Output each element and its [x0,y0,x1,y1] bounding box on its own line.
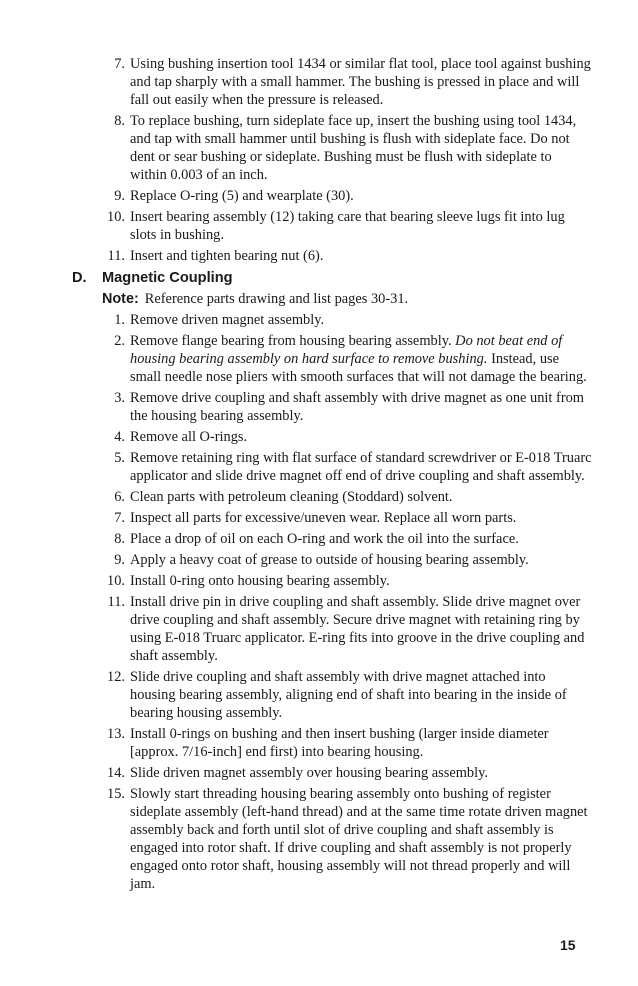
step-text: Using bushing insertion tool 1434 or similar flat tool, place tool against bushing and tap sharply with a small hammer. The bushing is pressed in place and will fall out easily when the pressure is released. [130,56,591,108]
note [72,290,592,308]
note-label: Note: [102,291,139,307]
list-item: 9. Apply a heavy coat of grease to outside of housing bearing assembly. [114,552,529,568]
list-item: 4. Remove all O-rings. [114,429,248,445]
step-text: Remove retaining ring with flat surface of standard screwdriver or E-018 Truarc applicator and slide drive magnet off end of drive coupling and shaft assembly. [130,450,592,484]
step-warning-italic: Do not beat end of housing bearing assembly on hard surface to remove bushing. [130,333,563,367]
step-text: Slowly start threading housing bearing assembly onto bushing of register sideplate assembly (left-hand thread) and at the same time rotate driven magnet assembly back and forth until slot of drive coupling and shaft assembly is engaged into rotor shaft. If drive coupling and shaft assembly is not properly engaged onto rotor shaft, housing assembly will not thread properly and will jam. [130,786,588,892]
step-text-tail: Instead, use small needle nose pliers with smooth surfaces that will not damage the bearing. [130,351,587,385]
list-item: 2. Remove flange bearing from housing bearing assembly. Do not beat end of housing bearing assembly on hard surface to remove bushing. Instead, use small needle nose pliers with smooth surfaces that will not damage the bearing. [114,333,587,385]
list-item: 14. Slide driven magnet assembly over housing bearing assembly. [107,765,488,781]
step-text: Inspect all parts for excessive/uneven wear. Replace all worn parts. [130,510,517,526]
list-item: 10. Install 0-ring onto housing bearing assembly. [107,573,390,589]
step-text: Place a drop of oil on each O-ring and work the oil into the surface. [130,531,519,547]
step-text: Slide driven magnet assembly over housing bearing assembly. [130,765,488,781]
step-text: Remove all O-rings. [130,429,248,445]
step-text: Apply a heavy coat of grease to outside of housing bearing assembly. [130,552,529,568]
step-text: Slide drive coupling and shaft assembly with drive magnet attached into housing bearing assembly, aligning end of shaft into bearing in the inside of bearing housing assembly. [130,669,567,721]
list-item: 15. Slowly start threading housing bearing assembly onto bushing of register sideplate assembly (left-hand thread) and at the same time rotate driven magnet assembly back and forth until slot of drive coupling and shaft assembly is engaged into rotor shaft. If drive coupling and shaft assembly is not properly engaged onto rotor shaft, housing assembly will not thread properly and will jam. [107,786,588,892]
list-item: 5. Remove retaining ring with flat surface of standard screwdriver or E-018 Truarc applicator and slide drive magnet off end of drive coupling and shaft assembly. [114,450,592,484]
step-text: Remove flange bearing from housing bearing assembly. [130,333,456,349]
note-text: Reference parts drawing and list pages 30-31. [144,291,409,307]
step-text: Install drive pin in drive coupling and shaft assembly. Slide drive magnet over drive coupling and shaft assembly. Secure drive magnet with retaining ring by using E-018 Truarc applicator. E-ring fits into groove in the drive coupling and shaft assembly. [130,594,585,664]
step-text: Clean parts with petroleum cleaning (Stoddard) solvent. [130,489,453,505]
list-item: 1. Remove driven magnet assembly. [114,312,325,328]
page-number: 15 [560,937,576,953]
step-text: Install 0-rings on bushing and then insert bushing (larger inside diameter [approx. 7/16-inch] end first) into bearing housing. [130,726,549,760]
step-text: Replace O-ring (5) and wearplate (30). [130,188,354,204]
section-letter: D. [72,270,87,286]
step-text: To replace bushing, turn sideplate face up, insert the bushing using tool 1434, and tap with small hammer until bushing is flush with sideplate face. Do not dent or sear bushing or sideplate. Bushing must be flush with sideplate to within 0.003 of an inch. [130,113,577,183]
list-item: 8. Place a drop of oil on each O-ring and work the oil into the surface. [114,531,519,547]
list-item: 7. Inspect all parts for excessive/uneven wear. Replace all worn parts. [114,510,517,526]
list-item: 3. Remove drive coupling and shaft assembly with drive magnet as one unit from the housing bearing assembly. [114,390,585,424]
list-item: 8. To replace bushing, turn sideplate face up, insert the bushing using tool 1434, and tap with small hammer until bushing is flush with sideplate face. Do not dent or sear bushing or sideplate. Bushing must be flush with sideplate to within 0.003 of an inch. [114,113,577,183]
steps-list-top [72,55,592,265]
page-content [72,55,592,896]
step-text: Remove driven magnet assembly. [130,312,325,328]
section-heading [72,268,592,288]
list-item: 10. Insert bearing assembly (12) taking care that bearing sleeve lugs fit into lug slots in bushing. [107,209,565,243]
list-item: 7. Using bushing insertion tool 1434 or similar flat tool, place tool against bushing and tap sharply with a small hammer. The bushing is pressed in place and will fall out easily when the pressure is released. [114,56,591,108]
list-item: 9. Replace O-ring (5) and wearplate (30). [114,188,354,204]
list-item: 6. Clean parts with petroleum cleaning (Stoddard) solvent. [114,489,453,505]
step-text: Install 0-ring onto housing bearing assembly. [130,573,390,589]
list-item: 13. Install 0-rings on bushing and then insert bushing (larger inside diameter [approx. 7/16-inch] end first) into bearing housing. [107,726,549,760]
section-title: Magnetic Coupling [102,270,233,286]
step-text: Insert and tighten bearing nut (6). [130,248,324,264]
list-item: 11. Insert and tighten bearing nut (6). [107,248,324,264]
list-item: 12. Slide drive coupling and shaft assembly with drive magnet attached into housing bearing assembly, aligning end of shaft into bearing in the inside of bearing housing assembly. [107,669,567,721]
list-item: 11. Install drive pin in drive coupling and shaft assembly. Slide drive magnet over drive coupling and shaft assembly. Secure drive magnet with retaining ring by using E-018 Truarc applicator. E-ring fits into groove in the drive coupling and shaft assembly. [107,594,585,664]
step-text: Remove drive coupling and shaft assembly with drive magnet as one unit from the housing bearing assembly. [130,390,585,424]
steps-list-magnetic-coupling [72,311,592,893]
step-text: Insert bearing assembly (12) taking care that bearing sleeve lugs fit into lug slots in bushing. [130,209,565,243]
